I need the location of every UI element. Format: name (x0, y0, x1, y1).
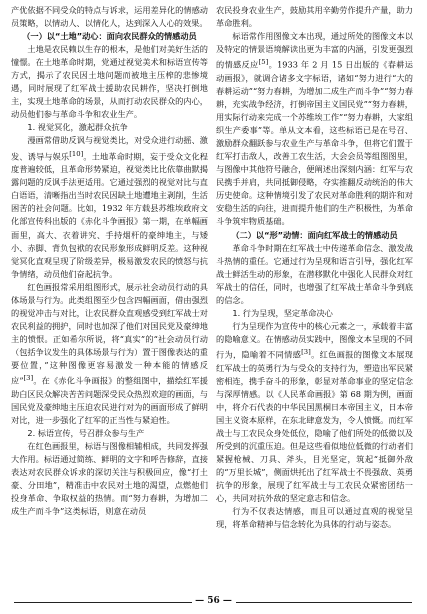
paragraph: 产优依据不同受众的特点与诉求，运用差异化的情感动员策略，以情动人、以情化人，达到深入人心的效果。 (11, 5, 208, 29)
citation-ref: [10] (69, 149, 84, 158)
page-number: — 56 — (195, 596, 232, 606)
paragraph: 农民投身农业生产，鼓励其用辛勤劳作提升产量，助力革命胜利。 (216, 5, 413, 29)
citation-ref: [3] (301, 347, 311, 356)
paragraph (216, 30, 413, 228)
section-heading-1: （一）以“土地”动心：面向农民群众的情感动员 (22, 31, 197, 42)
paragraph (216, 320, 413, 505)
citation-ref: [5] (258, 58, 269, 67)
paragraph-text: 标语常作用图像文本出现，通过所处的图像文本以及特定的情景语境解读出更为丰富的内涵，引发更强烈的情感反应 (216, 31, 413, 70)
paragraph-text: 。在《赤化斗争画报》的整组图中，描绘红军援助白区民众解决苦苦问题深受民众热烈欢迎的画面，与国民党及豪绅地主压迫农民进行对为的画面形成了鲜明对比，进一步强化了红军的正当性与紧迫性。 (11, 375, 208, 425)
paragraph-text: 漫画常借助反讽与视觉类比，对受众进行动摇、激发、诱导与娱乐 (11, 135, 208, 162)
paragraph: 土地是农民赖以生存的根本，是他们对美好生活的憧憬。在土地革命时期，党通过视觉美术和标语宣传等方式，揭示了农民因土地问题而被地主压榨的悲惨境遇，同时展现了红军战士援助农民耕作，坚决打倒地主，实现土地革命的场景，从而打动农民群众的内心，动员他们参与革命斗争和农业生产。 (11, 44, 208, 120)
subsection-heading-1-1: 1. 视觉冥化，激起群众抗争 (27, 122, 128, 133)
section-heading-2: （二）以“形”动情：面向红军战士的情感动员 (231, 229, 398, 240)
paragraph-text: 。红色画报的图像文本展现红军战士的英勇行为与受众的支持行为，塑造出军民紧密相连，携手奋斗的形象，彰显对革命事业的坚定信念与深厚情感。以《人民革命画报》第 68 期为例，画面中，将介石代表的中华民国黑桐日本帝国主义，日本帝国主义资本原样，在东北肆意发为，令人愤慨。而红军战士与工农民众身处低位，隐喻了他们所处的低微以及所受到的沉重压迫。但是这些看似地位低微的行动者们紧握枪械、刀具、斧头，目光坚定，筑起“抵御外敌的“万里长城”，侧面烘托出了红军战士不畏强敌、英勇抗争的形象，展现了红军战士与工农民众紧密团结一心，共同对抗外敌的坚定意志和信念。 (216, 349, 413, 504)
left-column (11, 4, 208, 584)
paragraph: 行为不仅表达情感，而且可以通过直观的视觉呈现，将革命精神与信念转化为具体的行动与姿态。 (216, 506, 413, 530)
subsection-heading-1-2: 2. 标语宣传，号召群众参与生产 (27, 427, 145, 438)
paragraph-text: 红色画报常采用组图形式，展示社会动员行动的具体场景与行为。此类组图至少包含四幅画面，借由强烈的视觉冲击与对比，让农民群众直观感受到红军战士对农民利益的拥护，同时也加深了他们对国民党及豪绅地主的愤恨。正如希尔所说，将“真实”的“社会动员行动（包括争议发生的具体场景与行为）置于图像表达的重要位置，”这种图像更容易激发一种本能的情感反应” (11, 281, 208, 386)
citation-ref: [3] (23, 374, 34, 383)
subsection-heading-2-1: 1. 行为呈现，坚定革命决心 (232, 307, 333, 318)
paragraph: 革命斗争时期在红军战士中传递革命信念、激发战斗热情的重任。它通过行为呈现和语言引导，强化红军战士鲜活生动的形象，在潜移默化中强化人民群众对红军战士的信任，同时，也增强了红军战士革命斗争到底的信念。 (216, 242, 413, 305)
paragraph-text: 。土地革命时期，妄于受众文化程度普遍较低，且革命形势紧迫，视觉类比比依靠曲默揭露问题的反讽手法更适用。它通过强烈的视觉对比与直白语语，清晰指出当时农民因缺土地遭地主剥削，生活困苦的社会问题。比如，1932 年方载县苏维埃政府文化部宣传科出版的《赤化斗争画报》第一期，在单幅画面里，高大、衣着讲究、手持烟杆的豪绅地主，与矮小、赤脚、背负包袱的农民形象形成鲜明反差。这种视觉冥化直观呈现了阶级差异，极易激发农民的愤怒与抗争情绪，动员他们奋起抗争。 (11, 151, 208, 279)
paragraph (11, 281, 208, 427)
paragraph: 在红色画报里，标语与图像相辅相成，共同发挥强大作用。标语通过简练、鲜明的文字和呼告修辞，直接表达对农民群众诉求的深切关注与积极回应，像“打土豪、分田地”，精准击中农民对土地的渴望，点燃他们投身革命、争取权益的热情。而“努力春耕，为增加二成生产而斗争”这类标语，则意在动员 (11, 441, 208, 517)
paragraph (11, 134, 208, 280)
paragraph-text: 行为呈现作为宣传中的核心元素之一，承载着丰富的隐喻意义。在情感动员实践中，图像文本呈现的不同行为，隐喻着不同情感 (216, 320, 413, 360)
right-column (216, 4, 413, 584)
paragraph-text: 。1933 年 2 月 15 日出版的《春耕运动画报》，就调合诸多文字标语，诸如“努力进行“大的春耕运动”“努力春耕，为增加二成生产而斗争”“努力春耕，充实战争经济，打倒帝国主义国民党”“努力春耕，用实际行动来完成一个苏维埃工作”“努力春耕，大家组织生产委事”等。单从文本看，这些标语已是在号召、激励群众翻跃参与农业生产与革命斗争，但将它们置于红军打击敌人，改善工农生活，大会会员等组图图里，与图像中其他符号融合，便阐述出深刻内涵：红军与农民携手并肩，共同抵御侵略，夺实推翻反动统治的伟大历史使命。这种情境引发了农民对革命胜利的期许和对安稳生活的向往，进而提升他们的生产积极性，为革命斗争筑牢物质基础。 (216, 59, 413, 227)
